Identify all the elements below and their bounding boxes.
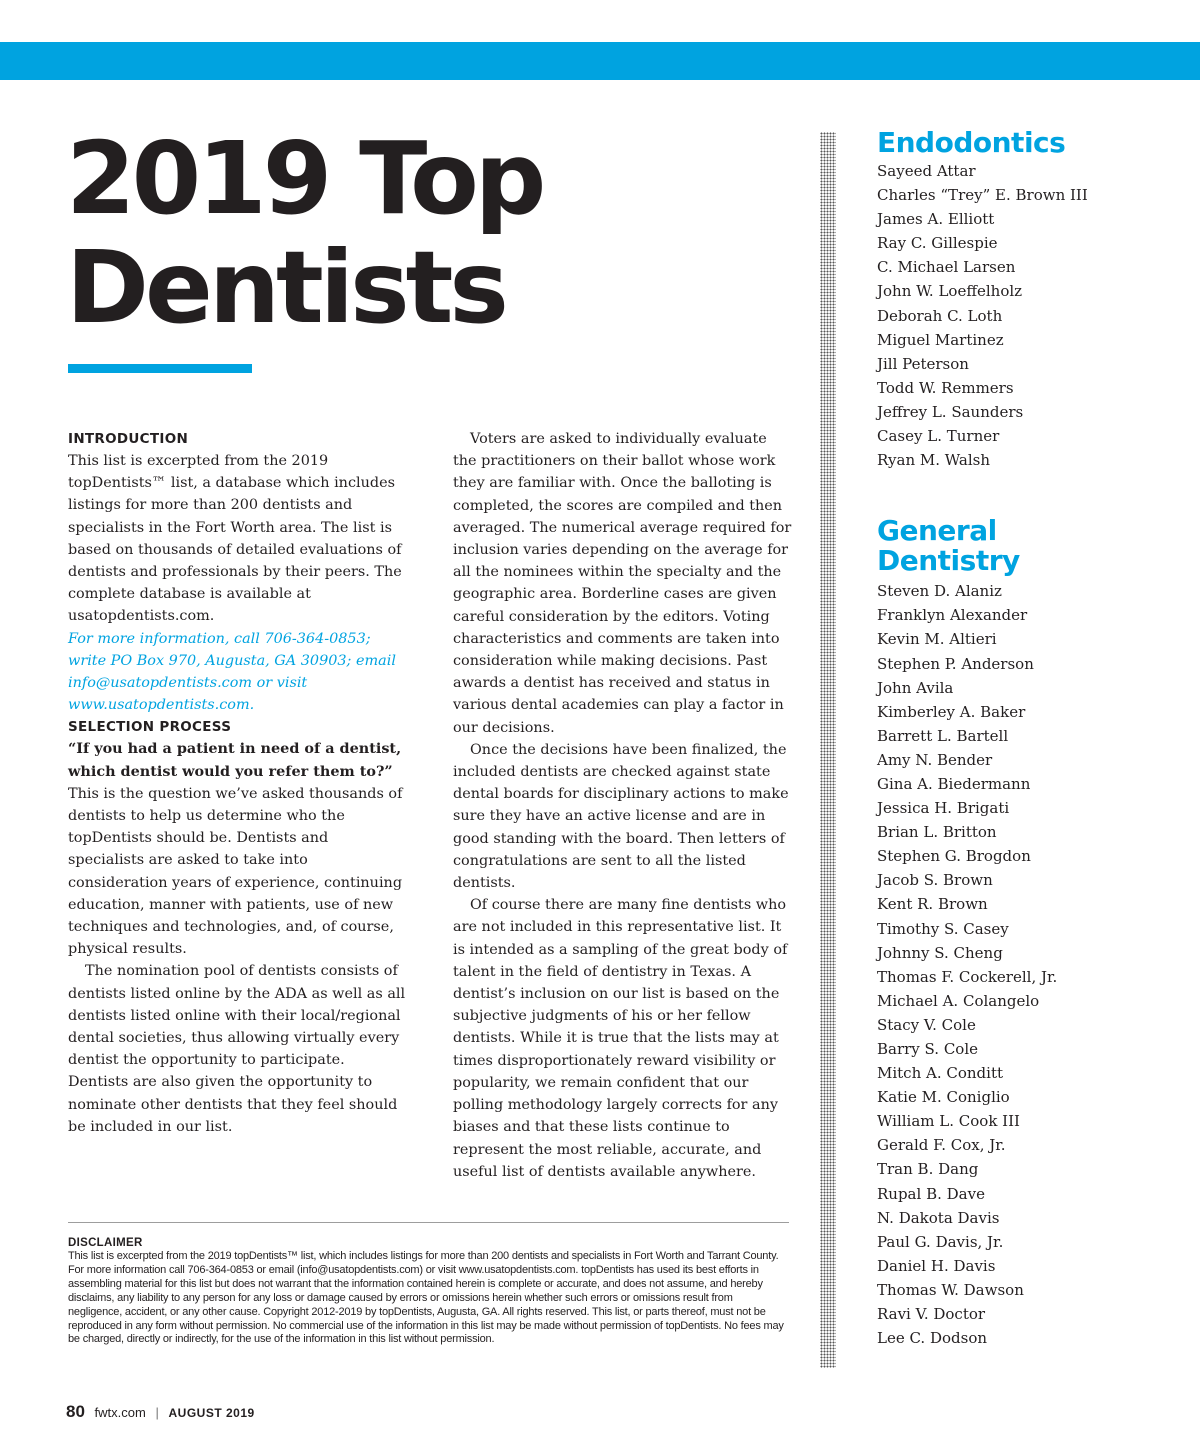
general-dentistry-title: [877, 516, 1177, 576]
intro-heading: INTRODUCTION: [68, 431, 189, 447]
contact-info: For more information, call 706-364-0853; write PO Box 970, Augusta, GA 30903; email info@usatopdentists.com or visit www.usatopdentists.com.: [68, 630, 396, 714]
dentist-name: Sayeed Attar: [877, 162, 976, 180]
dentist-name: Ravi V. Doctor: [877, 1305, 986, 1324]
footer-issue: AUGUST 2019: [168, 1406, 255, 1420]
dentist-name: Michael A. Colangelo: [877, 991, 1040, 1010]
title-underline: [68, 364, 252, 373]
title-line-2: Dentists: [66, 229, 505, 346]
dentist-name: Paul G. Davis, Jr.: [877, 1232, 1004, 1251]
selection-question: “If you had a patient in need of a dentist, which dentist would you refer them to?”: [68, 740, 402, 780]
dentist-name: Deborah C. Loth: [877, 306, 1003, 325]
dentist-name: Jessica H. Brigati: [877, 799, 1010, 818]
dentist-name: James A. Elliott: [877, 210, 995, 229]
middle-column: [453, 428, 793, 1183]
dentist-name: Thomas W. Dawson: [877, 1280, 1024, 1299]
footer-separator: |: [155, 1405, 159, 1420]
general-dentistry-list: [877, 579, 1177, 1350]
dentist-name: Ray C. Gillespie: [877, 234, 998, 253]
dentist-name: Thomas F. Cockerell, Jr.: [877, 967, 1058, 986]
dentist-name: Tran B. Dang: [877, 1160, 979, 1179]
general-dentistry-section: [877, 516, 1177, 1350]
dentist-name: Kevin M. Altieri: [877, 630, 997, 649]
dentist-name: Jeffrey L. Saunders: [877, 402, 1024, 421]
footer-site: fwtx.com: [94, 1405, 146, 1420]
disclaimer-heading: DISCLAIMER: [68, 1237, 143, 1249]
dentist-name: Jacob S. Brown: [877, 871, 993, 890]
middle-paragraph-2: Once the decisions have been finalized, the included dentists are checked against state dental boards for disciplinary actions to make sure they have an active license and are in good standing with the board. Then letters of congratulations are sent to all the listed dentists.: [453, 741, 789, 892]
dentist-name: Jill Peterson: [877, 354, 969, 373]
selection-heading: SELECTION PROCESS: [68, 719, 232, 736]
dentist-name: Franklyn Alexander: [877, 606, 1028, 625]
dentist-name: Miguel Martinez: [877, 330, 1004, 349]
general-title-line-2: Dentistry: [877, 544, 1020, 578]
dentist-name: Stephen G. Brogdon: [877, 847, 1031, 866]
page-footer: [66, 1402, 255, 1422]
dentist-name: Daniel H. Davis: [877, 1256, 996, 1275]
dentist-name: Gerald F. Cox, Jr.: [877, 1136, 1006, 1155]
disclaimer-divider: [68, 1222, 789, 1223]
dentist-name: Brian L. Britton: [877, 823, 997, 842]
disclaimer: [68, 1236, 789, 1347]
dentist-name: John W. Loeffelholz: [877, 282, 1023, 301]
dentist-name: Johnny S. Cheng: [877, 943, 1003, 962]
page-number: 80: [66, 1402, 85, 1421]
intro-body: This list is excerpted from the 2019 topDentists™ list, a database which includes listings for more than 200 dentists and specialists in the Fort Worth area. The list is based on thousands of detailed evaluations of dentists and professionals by their peers. The complete database is available at usatopdentists.com.: [68, 453, 402, 625]
dentist-name: Barrett L. Bartell: [877, 726, 1009, 745]
dentist-name: Kent R. Brown: [877, 895, 988, 914]
dentist-name: Timothy S. Casey: [877, 919, 1009, 938]
dentist-name: C. Michael Larsen: [877, 258, 1016, 277]
title-line-1: 2019 Top: [66, 120, 543, 237]
dentist-name: Amy N. Bender: [877, 750, 993, 769]
dentist-name: William L. Cook III: [877, 1112, 1020, 1131]
disclaimer-body: This list is excerpted from the 2019 topDentists™ list, which includes listings for more than 200 dentists and specialists in Fort Worth and Tarrant County. For more information call 706-364-0853 or email (info@usatopdentists.com) or visit www.usatopdentists.com. topDentists has used its best efforts in assembling material for this list but does not warrant that the information contained herein is complete or accurate, and does not assume, and hereby disclaims, any liability to any person for any loss or damage caused by errors or omissions herein whether such errors or omissions result from negligence, accident, or any other cause. Copyright 2012-2019 by topDentists, Augusta, GA. All rights reserved. This list, or parts thereof, must not be reproduced in any form without permission. No commercial use of the information in this list may be made without permission of topDentists. No fees may be charged, directly or indirectly, for the use of the information in this list without permission.: [68, 1250, 784, 1346]
dentist-name: Casey L. Turner: [877, 427, 1000, 446]
dentist-name: Todd W. Remmers: [877, 378, 1014, 397]
dentist-name: Ryan M. Walsh: [877, 451, 990, 470]
dentist-name: Katie M. Coniglio: [877, 1088, 1010, 1107]
dentist-name: Barry S. Cole: [877, 1040, 979, 1058]
middle-paragraph-3: Of course there are many fine dentists who are not included in this representative list. It is intended as a sampling of the great body of talent in the field of dentistry in Texas. A dentist’s inclusion on our list is based on the subjective judgments of his or her fellow dentists. While it is true that the lists may at times disproportionately reward visibility or popularity, we remain confident that our polling methodology largely corrects for any biases and that these lists continue to represent the most reliable, accurate, and useful list of dentists available anywhere.: [453, 897, 788, 1180]
dentist-name: Steven D. Alaniz: [877, 582, 1002, 601]
endodontics-title: Endodontics: [877, 126, 1066, 159]
middle-paragraph-1: Voters are asked to individually evaluate the practitioners on their ballot whose work they are familiar with. Once the balloting is completed, the scores are compiled and then averaged. The numerical average required for inclusion varies depending on the average for all the nominees within the specialty and the geographic area. Borderline cases are given careful consideration by the editors. Voting characteristics and comments are taken into consideration while making decisions. Past awards a dentist has received and status in various dental academies can play a factor in our decisions.: [453, 431, 792, 736]
dentist-name: Kimberley A. Baker: [877, 702, 1026, 721]
left-column: [68, 428, 408, 1138]
endodontics-list: [877, 159, 1177, 472]
dentist-name: Charles “Trey” E. Brown III: [877, 186, 1088, 205]
dentist-name: Gina A. Biedermann: [877, 774, 1031, 793]
dentist-name: Stephen P. Anderson: [877, 654, 1034, 673]
general-title-line-1: General: [877, 514, 997, 548]
top-accent-bar: [0, 42, 1200, 80]
dentist-name: N. Dakota Davis: [877, 1208, 1000, 1227]
dentist-name: Stacy V. Cole: [877, 1015, 976, 1034]
dentist-name: Mitch A. Conditt: [877, 1064, 1004, 1083]
dentist-name: Lee C. Dodson: [877, 1329, 988, 1348]
selection-paragraph-2: The nomination pool of dentists consists of dentists listed online by the ADA as well as all dentists listed online with their local/regional dental societies, thus allowing virtually every dentist the opportunity to participate. Dentists are also given the opportunity to nominate other dentists that they feel should be included in our list.: [68, 963, 406, 1135]
page-title: [66, 120, 543, 346]
dentist-name: John Avila: [877, 678, 954, 697]
dentist-list-sidebar: [877, 128, 1177, 1350]
dotted-divider: [820, 132, 836, 1368]
endodontics-section: [877, 128, 1177, 472]
selection-paragraph-1: This is the question we’ve asked thousands of dentists to help us determine who the topDentists should be. Dentists and specialists are asked to take into consideration years of experience, continuing education, manner with patients, use of new techniques and technologies, and, of course, physical results.: [68, 785, 403, 958]
dentist-name: Rupal B. Dave: [877, 1184, 985, 1203]
